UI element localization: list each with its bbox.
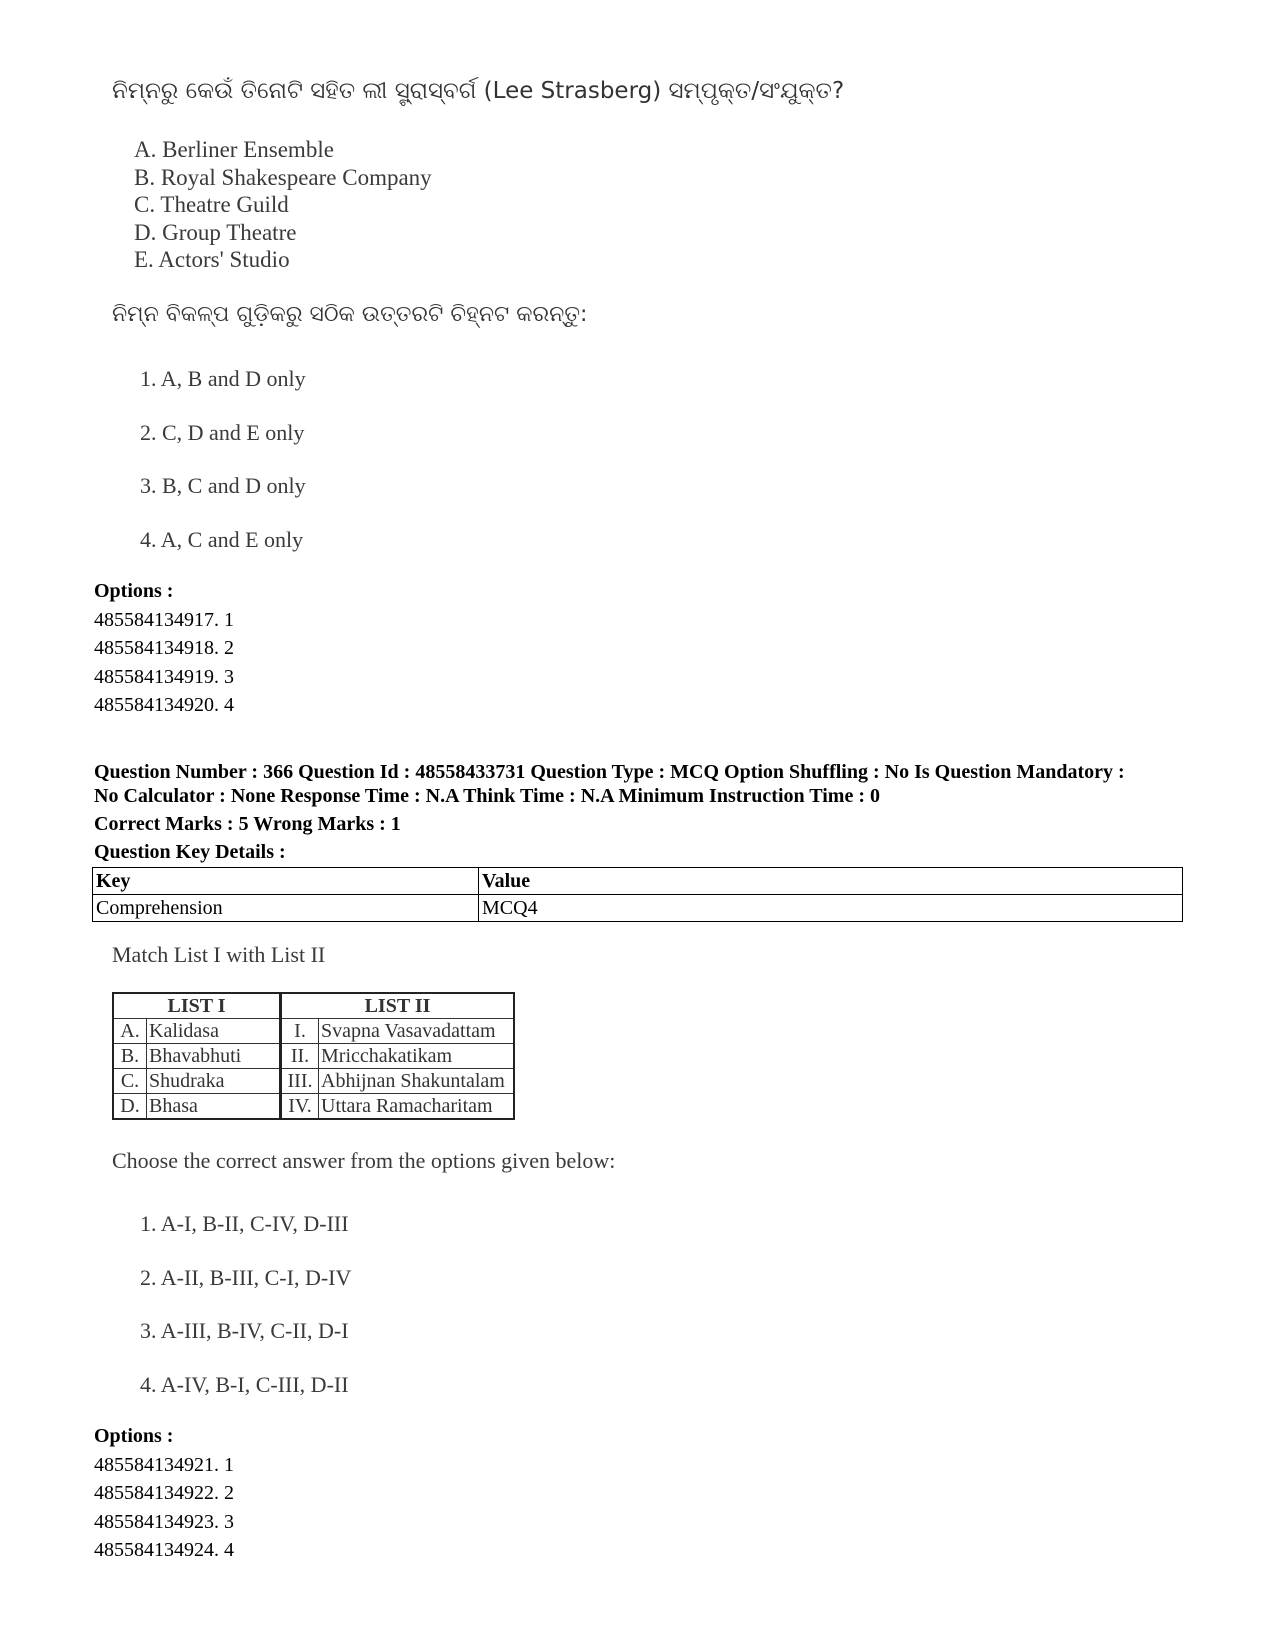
statement-list (134, 136, 432, 274)
choice-item: 3. A-III, B-IV, C-II, D-I (140, 1318, 349, 1343)
list-one-name: Bhasa (147, 1094, 281, 1120)
match-row (113, 1069, 514, 1094)
choice-item: 3. B, C and D only (140, 473, 306, 498)
statement-item: E. Actors' Studio (134, 247, 290, 272)
table-header-cell: Key (93, 868, 479, 895)
table-header-cell: Value (479, 868, 1183, 895)
choice-list (140, 1197, 351, 1411)
list-one-header: LIST I (113, 993, 281, 1019)
choice-item: 4. A, C and E only (140, 526, 304, 552)
list-two-numeral: II. (281, 1044, 319, 1069)
option-item: 485584134924. 4 (94, 1539, 234, 1561)
question-meta-line: No Calculator : None Response Time : N.A Think Time : N.A Minimum Instruction Time : 0 (94, 785, 880, 807)
list-one-letter: B. (113, 1044, 147, 1069)
option-item: 485584134917. 1 (94, 608, 234, 631)
list-one-letter: A. (113, 1019, 147, 1044)
table-cell: MCQ4 (479, 895, 1183, 922)
list-two-numeral: I. (281, 1019, 319, 1044)
list-two-name: Svapna Vasavadattam (319, 1019, 515, 1044)
options-heading: Options : (94, 1425, 174, 1447)
table-header-row (93, 868, 1183, 895)
question-instruction: Choose the correct answer from the options given below: (112, 1148, 616, 1173)
question-metadata (94, 760, 1194, 864)
options-list (94, 577, 234, 720)
statement-item: C. Theatre Guild (134, 192, 289, 217)
option-item: 485584134919. 3 (94, 665, 234, 688)
question-meta-line: Question Number : 366 Question Id : 48558433731 Question Type : MCQ Option Shuffling : No Is Question Mandatory : (94, 761, 1125, 783)
statement-item: A. Berliner Ensemble (134, 137, 334, 162)
statement-item: B. Royal Shakespeare Company (134, 164, 432, 190)
key-details-heading: Question Key Details : (94, 841, 286, 863)
match-header-row (113, 993, 514, 1019)
choice-item: 1. A-I, B-II, C-IV, D-III (140, 1211, 349, 1236)
options-heading: Options : (94, 580, 174, 602)
option-item: 485584134922. 2 (94, 1482, 234, 1504)
list-two-name: Abhijnan Shakuntalam (319, 1069, 515, 1094)
choice-list (140, 352, 306, 566)
list-one-name: Shudraka (147, 1069, 281, 1094)
question-instruction: ନିମ୍ନ ବିକଳ୍ପ ଗୁଡ଼ିକରୁ ସଠିକ ଉତ୍ତରଟି ଚିହ୍ନଟ କରନ୍ତୁ: (112, 302, 588, 327)
choice-item: 2. C, D and E only (140, 419, 305, 445)
option-item: 485584134918. 2 (94, 637, 234, 659)
question-stem: ନିମ୍ନରୁ କେଉଁ ତିନୋଟି ସହିତ ଲୀ ସ୍ଟ୍ରାସ୍‌ବର୍ଗ (Lee Strasberg) ସମ୍ପୃକ୍ତ/ସଂଯୁକ୍ତ? (112, 78, 845, 104)
key-details-table (92, 867, 1183, 922)
option-item: 485584134920. 4 (94, 694, 234, 716)
match-row (113, 1044, 514, 1069)
list-one-name: Bhavabhuti (147, 1044, 281, 1069)
choice-item: 2. A-II, B-III, C-I, D-IV (140, 1264, 352, 1290)
statement-item: D. Group Theatre (134, 219, 297, 245)
list-one-letter: C. (113, 1069, 147, 1094)
match-list-table (112, 992, 515, 1120)
match-row (113, 1094, 514, 1120)
options-list (94, 1422, 234, 1565)
list-one-name: Kalidasa (147, 1019, 281, 1044)
match-row (113, 1019, 514, 1044)
list-one-letter: D. (113, 1094, 147, 1120)
marks-line: Correct Marks : 5 Wrong Marks : 1 (94, 813, 401, 835)
choice-item: 1. A, B and D only (140, 366, 306, 391)
option-item: 485584134921. 1 (94, 1453, 234, 1476)
list-two-header: LIST II (281, 993, 515, 1019)
list-two-name: Uttara Ramacharitam (319, 1094, 515, 1120)
question-stem: Match List I with List II (112, 942, 326, 967)
list-two-numeral: IV. (281, 1094, 319, 1120)
list-two-name: Mricchakatikam (319, 1044, 515, 1069)
table-row (93, 895, 1183, 922)
table-cell: Comprehension (93, 895, 479, 922)
list-two-numeral: III. (281, 1069, 319, 1094)
option-item: 485584134923. 3 (94, 1510, 234, 1533)
choice-item: 4. A-IV, B-I, C-III, D-II (140, 1371, 349, 1397)
